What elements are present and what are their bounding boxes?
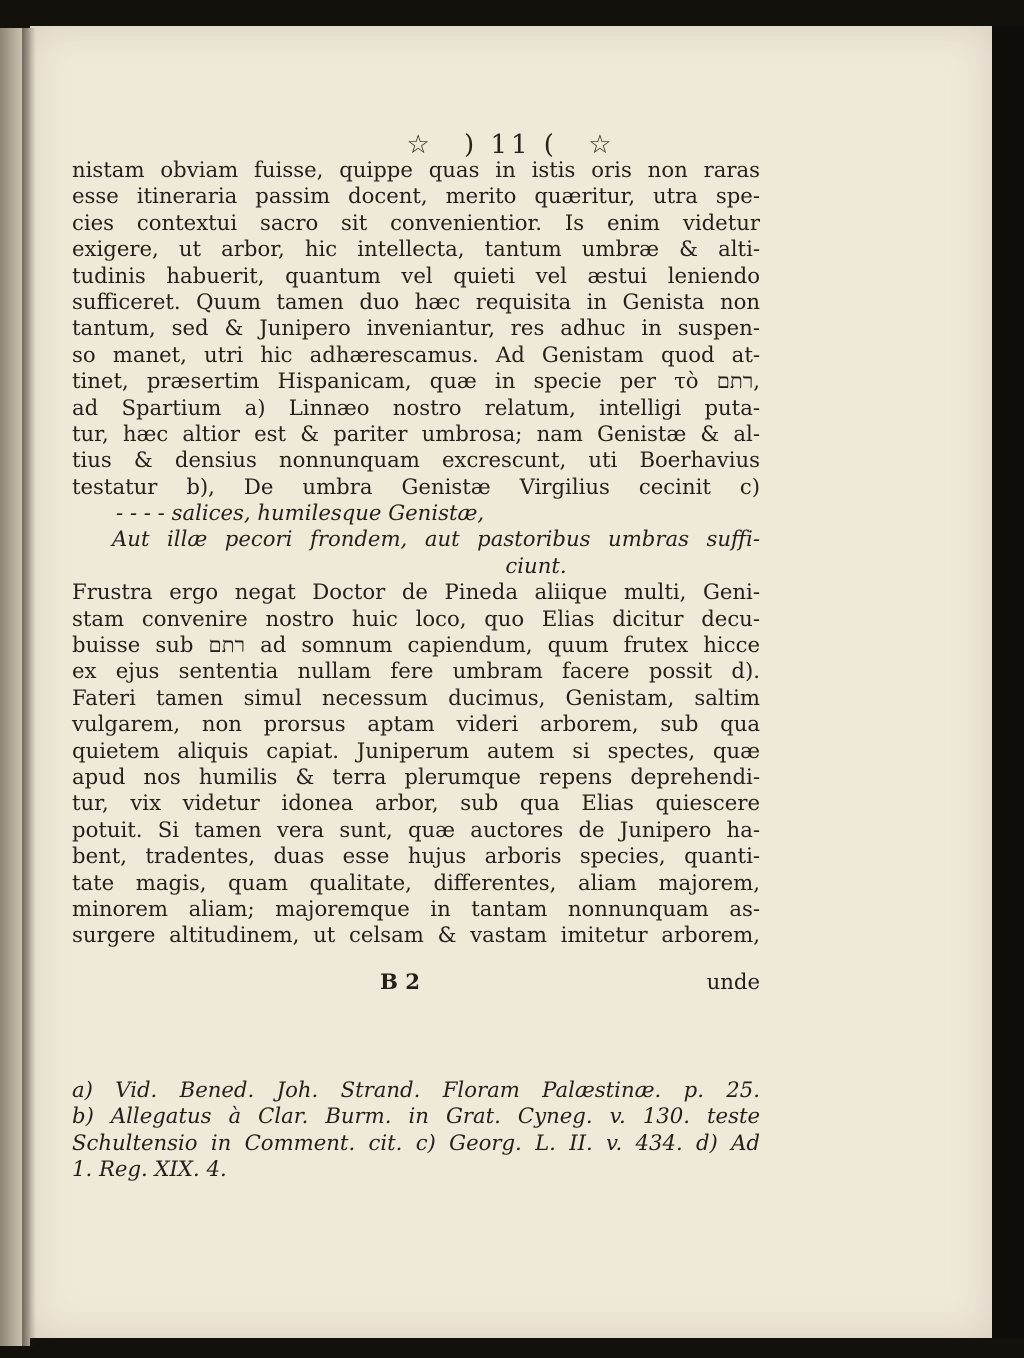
ornament-left-icon: ☆: [406, 130, 434, 160]
text-line: quietem aliquis capiat. Juniperum autem si spectes, quæ: [72, 737, 760, 763]
text-line: ex ejus sententia nullam fere umbram facere possit d).: [72, 658, 760, 684]
footnote-line: b) Allegatus à Clar. Burm. in Grat. Cyneg. v. 130. teste: [72, 1103, 760, 1129]
footnote-line: 1. Reg. XIX. 4.: [72, 1156, 227, 1182]
text-line: testatur b), De umbra Genistæ Virgilius cecinit c): [72, 473, 760, 499]
text-line: bent, tradentes, duas esse hujus arboris species, quanti-: [72, 843, 760, 869]
text-line: tinet, præsertim Hispanicam, quæ in specie per τὸ רתם,: [72, 368, 760, 394]
text-line: esse itineraria passim docent, merito quæritur, utra spe-: [72, 183, 760, 209]
body-text: [72, 157, 760, 994]
text-line: tur, hæc altior est & pariter umbrosa; nam Genistæ & al-: [72, 420, 760, 446]
footnote-line: Schultensio in Comment. cit. c) Georg. L. II. v. 434. d) Ad: [72, 1129, 760, 1155]
text-line: tate magis, quam qualitate, differentes, aliam majorem,: [72, 869, 760, 895]
verse-line: Aut illæ pecori frondem, aut pastoribus umbras suffi-: [112, 526, 760, 552]
text-line: tantum, sed & Junipero inveniantur, res adhuc in suspen-: [72, 315, 760, 341]
signature-mark: B 2: [380, 968, 421, 994]
page-header: [30, 130, 992, 160]
text-line: buisse sub רתם ad somnum capiendum, quum frutex hicce: [72, 632, 760, 658]
text-line: apud nos humilis & terra plerumque repens deprehendi-: [72, 763, 760, 789]
text-line: minorem aliam; majoremque in tantam nonnunquam as-: [72, 895, 760, 921]
text-line: nistam obviam fuisse, quippe quas in istis oris non raras: [72, 157, 760, 182]
text-line: ad Spartium a) Linnæo nostro relatum, intelligi puta-: [72, 394, 760, 420]
text-line: potuit. Si tamen vera sunt, quæ auctores de Junipero ha-: [72, 816, 760, 842]
text-line: so manet, utri hic adhærescamus. Ad Genistam quod at-: [72, 341, 760, 367]
text-line: vulgarem, non prorsus aptam videri arborem, sub qua: [72, 711, 760, 737]
footnotes: [72, 1077, 760, 1183]
text-line: tur, vix videtur idonea arbor, sub qua Elias quiescere: [72, 790, 760, 816]
page-edge-shadow: [992, 26, 1024, 1338]
footnote-line: a) Vid. Bened. Joh. Strand. Floram Palæstinæ. p. 25.: [72, 1077, 760, 1102]
ornament-right-icon: ☆: [588, 130, 616, 160]
book-gutter: [22, 28, 36, 1346]
verse-line: ciunt.: [505, 552, 567, 578]
text-line: tudinis habuerit, quantum vel quieti vel æstui leniendo: [72, 262, 760, 288]
text-line: surgere altitudinem, ut celsam & vastam imitetur arborem,: [72, 922, 760, 948]
signature-line: [72, 949, 760, 994]
text-line: Fateri tamen simul necessum ducimus, Genistam, saltim: [72, 684, 760, 710]
text-line: Frustra ergo negat Doctor de Pineda aliique multi, Geni-: [72, 579, 760, 605]
text-line: sufficeret. Quum tamen duo hæc requisita in Genista non: [72, 288, 760, 314]
text-line: cies contextui sacro sit convenientior. Is enim videtur: [72, 209, 760, 235]
page-number: ) 11 (: [464, 130, 558, 160]
text-line: stam convenire nostro huic loco, quo Elias dicitur decu-: [72, 605, 760, 631]
verse-line: - - - - salices, humilesque Genistæ,: [116, 500, 485, 526]
text-line: tius & densius nonnunquam excrescunt, uti Boerhavius: [72, 447, 760, 473]
text-line: exigere, ut arbor, hic intellecta, tantum umbræ & alti-: [72, 236, 760, 262]
catchword: unde: [706, 968, 760, 994]
